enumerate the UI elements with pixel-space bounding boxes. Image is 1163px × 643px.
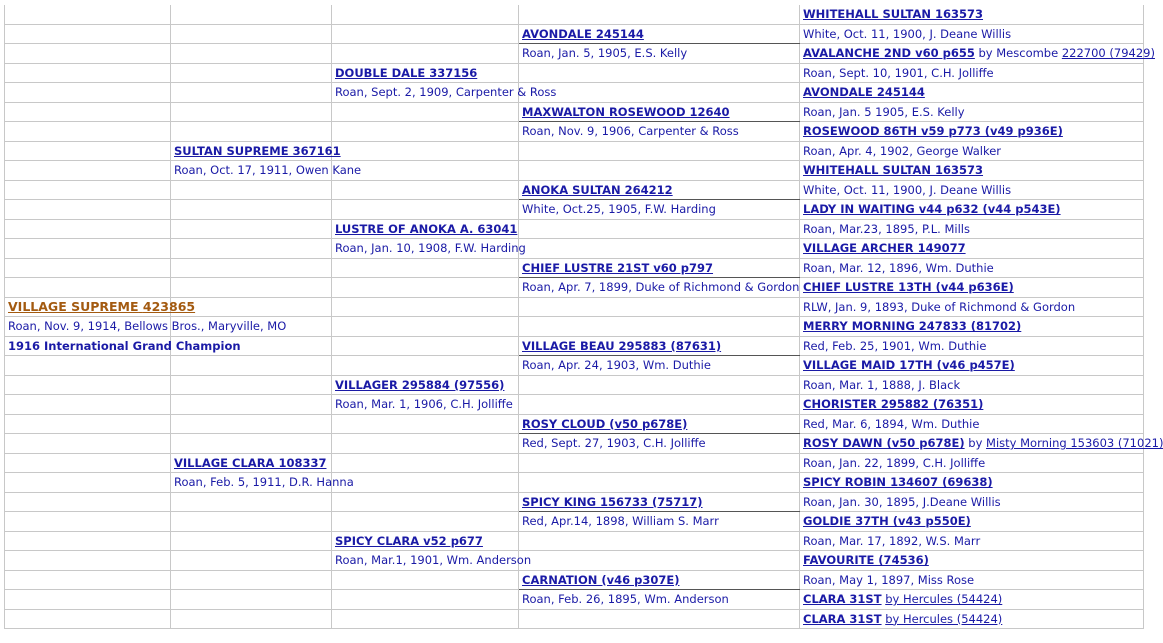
- ancestor-name[interactable]: CLARA 31ST: [803, 592, 882, 607]
- pedigree-cell: [5, 336, 241, 356]
- pedigree-cell: [800, 512, 1144, 532]
- pedigree-cell: [332, 531, 519, 551]
- pedigree-row: [5, 336, 1144, 356]
- pedigree-row: [5, 5, 1144, 24]
- pedigree-cell: [519, 590, 800, 610]
- pedigree-cell: [171, 375, 332, 395]
- great-grandparent-name[interactable]: CARNATION (v46 p307E): [522, 572, 680, 587]
- pedigree-row: [5, 83, 1144, 103]
- pedigree-cell: [519, 297, 800, 317]
- ancestor-sire-ref[interactable]: by Hercules (54424): [885, 592, 1003, 607]
- grandparent-info: Roan, Mar.1, 1901, Wm. Anderson: [335, 553, 532, 568]
- pedigree-cell: [332, 317, 519, 337]
- ancestor-name[interactable]: CHORISTER 295882 (76351): [803, 397, 984, 412]
- pedigree-cell: [800, 473, 1144, 493]
- pedigree-cell: [171, 395, 332, 415]
- pedigree-cell: [332, 473, 519, 493]
- pedigree-cell: [171, 570, 332, 590]
- pedigree-cell: [171, 44, 332, 64]
- ancestor-name[interactable]: LADY IN WAITING v44 p632 (v44 p543E): [803, 202, 1061, 217]
- pedigree-row: [5, 180, 1144, 200]
- pedigree-cell: [171, 278, 332, 298]
- pedigree-cell: [800, 570, 1144, 590]
- pedigree-row: [5, 200, 1144, 220]
- pedigree-cell: [5, 141, 171, 161]
- pedigree-cell: [800, 356, 1144, 376]
- pedigree-cell: [5, 180, 171, 200]
- pedigree-cell: [519, 278, 800, 298]
- pedigree-cell: [519, 356, 800, 376]
- pedigree-cell: [5, 531, 171, 551]
- pedigree-cell: [5, 258, 171, 278]
- pedigree-cell: [800, 336, 1144, 356]
- pedigree-row: [5, 590, 1144, 610]
- ancestor-info: Roan, Jan. 30, 1895, J.Deane Willis: [803, 494, 1001, 509]
- pedigree-cell: [5, 278, 171, 298]
- ancestor-info: Roan, Mar. 1, 1888, J. Black: [803, 377, 961, 392]
- pedigree-cell: [800, 180, 1144, 200]
- pedigree-cell: [5, 570, 171, 590]
- pedigree-cell: [519, 434, 800, 454]
- ancestor-info: Roan, Mar.23, 1895, P.L. Mills: [803, 221, 970, 236]
- pedigree-cell: [332, 102, 519, 122]
- pedigree-cell: [332, 512, 519, 532]
- ancestor-sire-ref[interactable]: by Hercules (54424): [885, 611, 1003, 626]
- pedigree-cell: [800, 102, 1144, 122]
- great-grandparent-name[interactable]: ROSY CLOUD (v50 p678E): [522, 416, 688, 431]
- pedigree-cell: [171, 453, 332, 473]
- ancestor-name[interactable]: VILLAGE ARCHER 149077: [803, 241, 966, 256]
- pedigree-cell: [5, 590, 171, 610]
- grandparent-name[interactable]: VILLAGER 295884 (97556): [335, 377, 505, 392]
- great-grandparent-info: Roan, Apr. 24, 1903, Wm. Duthie: [522, 358, 711, 373]
- great-grandparent-info: Roan, Jan. 5, 1905, E.S. Kelly: [522, 46, 688, 61]
- ancestor-info: White, Oct. 11, 1900, J. Deane Willis: [803, 182, 1012, 197]
- grandparent-info: Roan, Sept. 2, 1909, Carpenter & Ross: [335, 85, 557, 100]
- pedigree-cell: [519, 512, 800, 532]
- pedigree-cell: [519, 161, 800, 181]
- grandparent-name[interactable]: LUSTRE OF ANOKA A. 63041: [335, 221, 518, 236]
- pedigree-cell: [332, 551, 532, 571]
- pedigree-cell: [171, 161, 362, 181]
- pedigree-cell: [332, 434, 519, 454]
- pedigree-cell: [5, 102, 171, 122]
- pedigree-cell: [171, 258, 332, 278]
- pedigree-cell: [519, 63, 800, 83]
- pedigree-cell: [5, 24, 171, 44]
- ancestor-name[interactable]: ROSY DAWN (v50 p678E): [803, 436, 965, 451]
- pedigree-cell: [171, 63, 332, 83]
- pedigree-table: [4, 5, 1163, 629]
- great-grandparent-name[interactable]: CHIEF LUSTRE 21ST v60 p797: [522, 260, 714, 275]
- pedigree-cell: [5, 63, 171, 83]
- pedigree-cell: [800, 317, 1144, 337]
- pedigree-cell: [332, 297, 519, 317]
- ancestor-name[interactable]: CLARA 31ST: [803, 611, 882, 626]
- ancestor-info: Roan, Jan. 22, 1899, C.H. Jolliffe: [803, 455, 986, 470]
- pedigree-cell: [332, 258, 519, 278]
- ancestor-by-text: by: [964, 436, 987, 451]
- pedigree-cell: [519, 531, 800, 551]
- pedigree-cell: [332, 609, 519, 629]
- pedigree-cell: [800, 453, 1144, 473]
- pedigree-cell: [5, 297, 196, 317]
- pedigree-cell: [332, 219, 519, 239]
- pedigree-cell: [519, 102, 800, 122]
- pedigree-row: [5, 278, 1144, 298]
- subject-award: 1916 International Grand Champion: [8, 338, 241, 353]
- pedigree-cell: [171, 5, 332, 24]
- pedigree-row: [5, 414, 1144, 434]
- pedigree-row: [5, 219, 1144, 239]
- ancestor-info: Roan, May 1, 1897, Miss Rose: [803, 572, 975, 587]
- pedigree-cell: [171, 83, 332, 103]
- pedigree-cell: [171, 356, 332, 376]
- pedigree-cell: [800, 375, 1144, 395]
- great-grandparent-name[interactable]: AVONDALE 245144: [522, 26, 644, 41]
- pedigree-cell: [800, 395, 1144, 415]
- ancestor-name[interactable]: WHITEHALL SULTAN 163573: [803, 7, 984, 22]
- pedigree-cell: [5, 219, 171, 239]
- subject-number: 423865: [142, 298, 196, 314]
- pedigree-cell: [5, 434, 171, 454]
- pedigree-cell: [171, 24, 332, 44]
- pedigree-cell: [519, 24, 800, 44]
- pedigree-cell: [332, 122, 519, 142]
- pedigree-cell: [171, 219, 332, 239]
- great-grandparent-name[interactable]: ANOKA SULTAN 264212: [522, 182, 673, 197]
- pedigree-cell: [332, 44, 519, 64]
- pedigree-cell: [332, 375, 519, 395]
- pedigree-cell: [171, 122, 332, 142]
- great-grandparent-info: Roan, Apr. 7, 1899, Duke of Richmond & Gordon: [522, 280, 800, 295]
- pedigree-row: [5, 570, 1144, 590]
- pedigree-row: [5, 473, 1144, 493]
- pedigree-cell: [171, 551, 332, 571]
- ancestor-name[interactable]: SPICY ROBIN 134607 (69638): [803, 475, 993, 490]
- pedigree-row: [5, 141, 1144, 161]
- pedigree-cell: [519, 492, 800, 512]
- pedigree-cell: [800, 200, 1144, 220]
- ancestor-name[interactable]: FAVOURITE (74536): [803, 553, 929, 568]
- ancestor-name[interactable]: WHITEHALL SULTAN 163573: [803, 163, 984, 178]
- pedigree-cell: [332, 141, 519, 161]
- pedigree-cell: [800, 609, 1144, 629]
- grandparent-info: Roan, Mar. 1, 1906, C.H. Jolliffe: [335, 397, 513, 412]
- great-grandparent-info: Red, Apr.14, 1898, William S. Marr: [522, 514, 719, 529]
- pedigree-cell: [171, 512, 332, 532]
- pedigree-cell: [519, 395, 800, 415]
- pedigree-cell: [519, 453, 800, 473]
- subject-link[interactable]: [8, 299, 195, 314]
- pedigree-row: [5, 102, 1144, 122]
- pedigree-cell: [5, 200, 171, 220]
- pedigree-cell: [519, 414, 800, 434]
- ancestor-name[interactable]: VILLAGE MAID 17TH (v46 p457E): [803, 358, 1015, 373]
- pedigree-cell: [332, 24, 519, 44]
- ancestor-info: Red, Mar. 6, 1894, Wm. Duthie: [803, 416, 980, 431]
- pedigree-cell: [519, 141, 800, 161]
- ancestor-info: White, Oct. 11, 1900, J. Deane Willis: [803, 26, 1012, 41]
- pedigree-row: [5, 375, 1144, 395]
- pedigree-cell: [332, 590, 519, 610]
- pedigree-cell: [171, 434, 332, 454]
- pedigree-cell: [800, 44, 1155, 64]
- pedigree-row: [5, 317, 1144, 337]
- pedigree-cell: [800, 219, 1144, 239]
- pedigree-cell: [171, 414, 332, 434]
- pedigree-cell: [332, 5, 519, 24]
- pedigree-cell: [171, 141, 341, 161]
- ancestor-info: Roan, Jan. 5 1905, E.S. Kelly: [803, 104, 965, 119]
- pedigree-cell: [332, 356, 519, 376]
- pedigree-cell: [5, 317, 287, 337]
- pedigree-row: [5, 453, 1144, 473]
- pedigree-cell: [5, 395, 171, 415]
- pedigree-cell: [519, 200, 800, 220]
- pedigree-cell: [171, 473, 354, 493]
- pedigree-cell: [519, 258, 800, 278]
- pedigree-cell: [332, 239, 526, 259]
- pedigree-row: [5, 297, 1144, 317]
- sire-name[interactable]: SULTAN SUPREME 367161: [174, 143, 341, 158]
- pedigree-cell: [332, 336, 519, 356]
- pedigree-row: [5, 395, 1144, 415]
- pedigree-row: [5, 434, 1144, 454]
- pedigree-cell: [800, 492, 1144, 512]
- pedigree-cell: [5, 492, 171, 512]
- pedigree-cell: [5, 512, 171, 532]
- pedigree-cell: [519, 473, 800, 493]
- pedigree-cell: [800, 122, 1144, 142]
- pedigree-cell: [519, 122, 800, 142]
- pedigree-cell: [5, 609, 171, 629]
- pedigree-cell: [332, 278, 519, 298]
- pedigree-cell: [171, 590, 332, 610]
- pedigree-cell: [800, 414, 1144, 434]
- pedigree-cell: [5, 453, 171, 473]
- pedigree-cell: [800, 141, 1144, 161]
- ancestor-name[interactable]: MERRY MORNING 247833 (81702): [803, 319, 1022, 334]
- pedigree-cell: [332, 63, 519, 83]
- grandparent-name[interactable]: SPICY CLARA v52 p677: [335, 533, 483, 548]
- pedigree-cell: [800, 83, 1144, 103]
- pedigree-cell: [5, 83, 171, 103]
- great-grandparent-info: Roan, Feb. 26, 1895, Wm. Anderson: [522, 592, 729, 607]
- pedigree-cell: [5, 551, 171, 571]
- subject-name: VILLAGE SUPREME: [8, 298, 139, 314]
- grandparent-name[interactable]: DOUBLE DALE 337156: [335, 65, 478, 80]
- pedigree-cell: [171, 609, 332, 629]
- pedigree-cell: [800, 434, 1163, 454]
- pedigree-row: [5, 531, 1144, 551]
- ancestor-sire-ref[interactable]: Misty Morning 153603 (71021): [986, 436, 1163, 451]
- pedigree-body: [5, 5, 1163, 629]
- dam-name[interactable]: VILLAGE CLARA 108337: [174, 455, 327, 470]
- pedigree-cell: [171, 531, 332, 551]
- pedigree-cell: [332, 200, 519, 220]
- pedigree-cell: [519, 180, 800, 200]
- pedigree-cell: [5, 44, 171, 64]
- pedigree-row: [5, 24, 1144, 44]
- pedigree-cell: [800, 24, 1144, 44]
- pedigree-cell: [519, 5, 800, 24]
- pedigree-row: [5, 609, 1144, 629]
- ancestor-name[interactable]: AVALANCHE 2ND v60 p655: [803, 46, 975, 61]
- great-grandparent-info: White, Oct.25, 1905, F.W. Harding: [522, 202, 716, 217]
- pedigree-cell: [800, 590, 1144, 610]
- pedigree-cell: [800, 297, 1144, 317]
- pedigree-row: [5, 258, 1144, 278]
- pedigree-cell: [332, 414, 519, 434]
- pedigree-cell: [519, 375, 800, 395]
- pedigree-cell: [800, 63, 1144, 83]
- pedigree-cell: [800, 278, 1144, 298]
- subject-info: Roan, Nov. 9, 1914, Bellows Bros., Maryville, MO: [8, 319, 287, 334]
- ancestor-name[interactable]: AVONDALE 245144: [803, 85, 925, 100]
- ancestor-info: Red, Feb. 25, 1901, Wm. Duthie: [803, 338, 987, 353]
- pedigree-cell: [332, 492, 519, 512]
- ancestor-by-text: by Mescombe: [974, 46, 1062, 61]
- pedigree-row: [5, 239, 1144, 259]
- ancestor-info: Roan, Mar. 12, 1896, Wm. Duthie: [803, 260, 994, 275]
- pedigree-cell: [332, 395, 519, 415]
- pedigree-cell: [519, 317, 800, 337]
- pedigree-cell: [5, 414, 171, 434]
- pedigree-row: [5, 492, 1144, 512]
- pedigree-cell: [519, 570, 800, 590]
- pedigree-cell: [171, 492, 332, 512]
- dam-info: Roan, Feb. 5, 1911, D.R. Hanna: [174, 475, 354, 490]
- pedigree-row: [5, 161, 1144, 181]
- pedigree-cell: [519, 83, 800, 103]
- pedigree-row: [5, 551, 1144, 571]
- pedigree-cell: [519, 44, 800, 64]
- ancestor-name[interactable]: CHIEF LUSTRE 13TH (v44 p636E): [803, 280, 1014, 295]
- great-grandparent-name[interactable]: SPICY KING 156733 (75717): [522, 494, 703, 509]
- great-grandparent-info: Roan, Nov. 9, 1906, Carpenter & Ross: [522, 124, 739, 139]
- pedigree-cell: [332, 570, 519, 590]
- pedigree-cell: [800, 531, 1144, 551]
- pedigree-cell: [519, 551, 800, 571]
- pedigree-cell: [5, 5, 171, 24]
- pedigree-cell: [332, 180, 519, 200]
- pedigree-row: [5, 122, 1144, 142]
- pedigree-cell: [519, 219, 800, 239]
- pedigree-cell: [171, 200, 332, 220]
- pedigree-cell: [800, 161, 1144, 181]
- ancestor-info: Roan, Sept. 10, 1901, C.H. Jolliffe: [803, 65, 994, 80]
- pedigree-cell: [5, 161, 171, 181]
- great-grandparent-name[interactable]: VILLAGE BEAU 295883 (87631): [522, 338, 722, 353]
- pedigree-row: [5, 44, 1144, 64]
- pedigree-cell: [5, 473, 171, 493]
- pedigree-cell: [5, 239, 171, 259]
- pedigree-cell: [5, 375, 171, 395]
- pedigree-row: [5, 512, 1144, 532]
- pedigree-cell: [800, 551, 1144, 571]
- pedigree-cell: [171, 180, 332, 200]
- great-grandparent-info: Red, Sept. 27, 1903, C.H. Jolliffe: [522, 436, 706, 451]
- pedigree-cell: [800, 239, 1144, 259]
- pedigree-row: [5, 356, 1144, 376]
- pedigree-cell: [519, 239, 800, 259]
- ancestor-info: Roan, Apr. 4, 1902, George Walker: [803, 143, 1002, 158]
- ancestor-info: RLW, Jan. 9, 1893, Duke of Richmond & Gordon: [803, 299, 1076, 314]
- pedigree-cell: [171, 239, 332, 259]
- pedigree-cell: [519, 609, 800, 629]
- pedigree-row: [5, 63, 1144, 83]
- pedigree-cell: [171, 102, 332, 122]
- ancestor-info: Roan, Mar. 17, 1892, W.S. Marr: [803, 533, 981, 548]
- pedigree-cell: [800, 258, 1144, 278]
- pedigree-cell: [332, 453, 519, 473]
- sire-info: Roan, Oct. 17, 1911, Owen Kane: [174, 163, 362, 178]
- pedigree-cell: [332, 83, 557, 103]
- great-grandparent-name[interactable]: MAXWALTON ROSEWOOD 12640: [522, 104, 730, 119]
- pedigree-cell: [5, 356, 171, 376]
- pedigree-cell: [800, 5, 1144, 24]
- pedigree-cell: [5, 122, 171, 142]
- ancestor-name[interactable]: ROSEWOOD 86TH v59 p773 (v49 p936E): [803, 124, 1063, 139]
- pedigree-cell: [519, 336, 800, 356]
- grandparent-info: Roan, Jan. 10, 1908, F.W. Harding: [335, 241, 526, 256]
- ancestor-sire-ref[interactable]: 222700 (79429): [1061, 46, 1155, 61]
- ancestor-name[interactable]: GOLDIE 37TH (v43 p550E): [803, 514, 971, 529]
